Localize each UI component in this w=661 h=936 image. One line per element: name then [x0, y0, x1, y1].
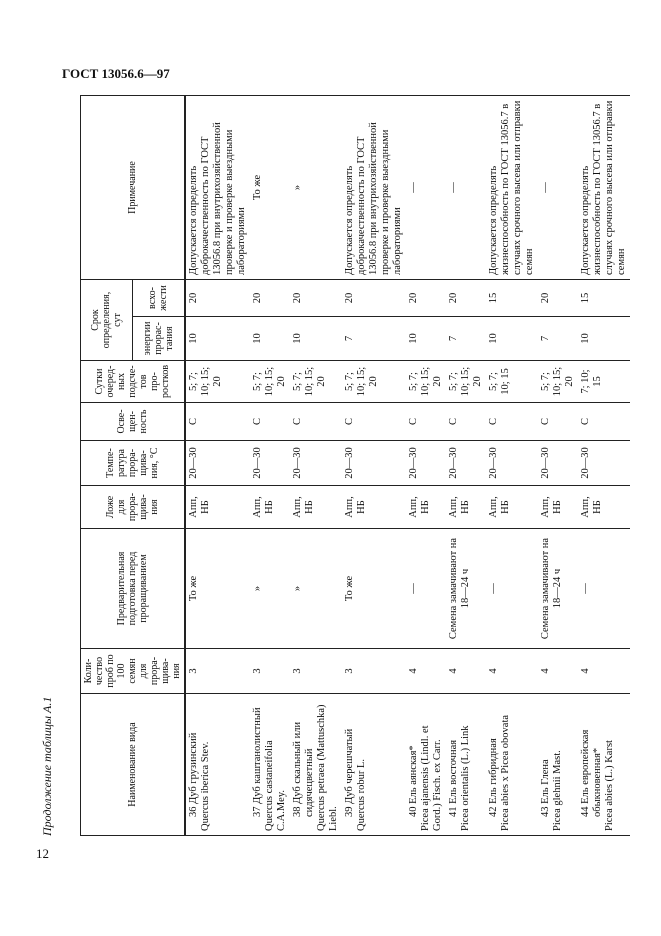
species-name-lat: Picea abies (L.) Karst	[604, 740, 615, 831]
bed-cell: Апп, НБ	[406, 486, 446, 529]
table-row	[538, 96, 578, 836]
table-continuation-caption: Продолжение таблицы А.1	[40, 696, 54, 836]
prep-cell: То же	[342, 529, 406, 649]
energy-cell: 10	[185, 317, 250, 361]
note-cell: То же	[250, 96, 290, 280]
temp-cell: 20—30	[290, 441, 342, 486]
days-cell: 5; 7; 10; 15; 20	[250, 361, 290, 403]
light-cell: С	[342, 403, 406, 441]
days-cell: 5; 7; 10; 15	[486, 361, 538, 403]
days-cell: 7; 10; 15	[578, 361, 630, 403]
germ-cell: 20	[342, 280, 406, 317]
species-name-lat: Picea ajanensis (Lindl. et Gord.) Fisch. ex Carr.	[420, 725, 443, 831]
page-number: 12	[36, 846, 49, 861]
species-name-cell	[538, 694, 578, 836]
bed-cell: Апп, НБ	[250, 486, 290, 529]
row-number: 38	[292, 806, 303, 817]
species-name-lat: Picea orientalis (L.) Link	[460, 725, 471, 831]
light-cell: С	[486, 403, 538, 441]
header-prep: Предварительная подготовка перед проращиванием	[81, 529, 186, 649]
header-qty: Коли-чество проб по 100 семян для прора-щива-ния	[81, 649, 186, 694]
prep-cell: —	[486, 529, 538, 649]
days-cell: 5; 7; 10; 15; 20	[406, 361, 446, 403]
species-name-lat: Quercus petraea (Mattuschka) Liebl.	[316, 704, 339, 831]
germ-cell: 20	[538, 280, 578, 317]
energy-cell: 10	[290, 317, 342, 361]
light-cell: С	[290, 403, 342, 441]
days-cell: 5; 7; 10; 15; 20	[342, 361, 406, 403]
species-name-cell	[250, 694, 290, 836]
row-number: 42	[488, 806, 499, 817]
energy-cell: 10	[578, 317, 630, 361]
species-name-ru: Дуб грузинский	[188, 732, 199, 804]
species-name-cell	[486, 694, 538, 836]
qty-cell: 4	[406, 649, 446, 694]
header-note: Примечание	[81, 96, 186, 280]
species-name-lat: Quercus iberica Stev.	[200, 741, 211, 831]
note-cell: Допускается определять доброкачественность по ГОСТ 13056.8 при внутрихозяйственной проверке и проверке выездными лабораториями	[342, 96, 406, 280]
bed-cell: Апп, НБ	[538, 486, 578, 529]
species-name-ru: Ель Глена	[540, 759, 551, 804]
prep-cell: Семена замачивают на 18—24 ч	[446, 529, 486, 649]
note-cell: —	[538, 96, 578, 280]
qty-cell: 3	[342, 649, 406, 694]
species-name-ru: Ель восточная	[448, 739, 459, 804]
species-name-lat: Quercus robur L.	[356, 758, 367, 831]
table-row	[185, 96, 250, 836]
row-number: 43	[540, 806, 551, 817]
header-energy: энергии прорас-тания	[132, 317, 185, 361]
temp-cell: 20—30	[446, 441, 486, 486]
energy-cell: 7	[538, 317, 578, 361]
energy-cell: 7	[446, 317, 486, 361]
prep-cell: —	[578, 529, 630, 649]
table-row	[250, 96, 290, 836]
bed-cell: Апп, НБ	[446, 486, 486, 529]
energy-cell: 10	[486, 317, 538, 361]
qty-cell: 4	[578, 649, 630, 694]
days-cell: 5; 7; 10; 15; 20	[446, 361, 486, 403]
header-days: Сутки очеред-ных подсче-тов про-ростков	[81, 361, 186, 403]
light-cell: С	[578, 403, 630, 441]
germ-cell: 15	[578, 280, 630, 317]
species-name-lat: Picea glehnii Mast.	[552, 750, 563, 831]
species-name-cell	[406, 694, 446, 836]
qty-cell: 3	[250, 649, 290, 694]
row-number: 44	[580, 806, 591, 817]
prep-cell: —	[406, 529, 446, 649]
light-cell: С	[185, 403, 250, 441]
bed-cell: Апп, НБ	[342, 486, 406, 529]
row-number: 41	[448, 806, 459, 817]
prep-cell: »	[250, 529, 290, 649]
germ-cell: 20	[406, 280, 446, 317]
days-cell: 5; 7; 10; 15; 20	[538, 361, 578, 403]
bed-cell: Апп, НБ	[486, 486, 538, 529]
species-name-ru: Дуб каштанолистный	[252, 707, 263, 804]
temp-cell: 20—30	[486, 441, 538, 486]
species-name-cell	[290, 694, 342, 836]
species-name-ru: Дуб черешчатый	[344, 728, 355, 804]
bed-cell: Апп, НБ	[578, 486, 630, 529]
germ-cell: 20	[250, 280, 290, 317]
temp-cell: 20—30	[342, 441, 406, 486]
note-cell: Допускается определять жизнеспособность по ГОСТ 13056.7 в случаях срочного высева или отправки семян	[486, 96, 538, 280]
germ-cell: 15	[486, 280, 538, 317]
temp-cell: 20—30	[185, 441, 250, 486]
bed-cell: Апп, НБ	[290, 486, 342, 529]
qty-cell: 3	[185, 649, 250, 694]
temp-cell: 20—30	[406, 441, 446, 486]
header-germ: всхо-жести	[132, 280, 185, 317]
energy-cell: 7	[342, 317, 406, 361]
days-cell: 5; 7; 10; 15; 20	[185, 361, 250, 403]
document-code: ГОСТ 13056.6—97	[62, 66, 170, 81]
species-name-cell	[446, 694, 486, 836]
header-bed: Ложе для прора-щива-ния	[81, 486, 186, 529]
species-name-ru: Ель гибридная	[488, 738, 499, 804]
note-cell: »	[290, 96, 342, 280]
note-cell: Допускается определять доброкачественность по ГОСТ 13056.8 при внутрихозяйственной проверке и проверке выездными лабораториями	[185, 96, 250, 280]
species-name-lat: Picea abies x Picea obovata	[500, 714, 511, 831]
note-cell: Допускается определять жизнеспособность по ГОСТ 13056.7 в случаях срочного высева или отправки семян	[578, 96, 630, 280]
germ-cell: 20	[446, 280, 486, 317]
temp-cell: 20—30	[578, 441, 630, 486]
note-cell: —	[406, 96, 446, 280]
energy-cell: 10	[250, 317, 290, 361]
header-light: Осве-щен-ность	[81, 403, 186, 441]
table-row	[290, 96, 342, 836]
table-row	[406, 96, 446, 836]
germ-cell: 20	[185, 280, 250, 317]
species-name-cell	[342, 694, 406, 836]
energy-cell: 10	[406, 317, 446, 361]
temp-cell: 20—30	[250, 441, 290, 486]
row-number: 37	[252, 806, 263, 817]
seed-germination-table	[80, 95, 630, 836]
species-name-cell	[185, 694, 250, 836]
species-name-lat: Quercus castaneifolia C.A.Mey.	[264, 740, 287, 831]
days-cell: 5; 7; 10; 15; 20	[290, 361, 342, 403]
qty-cell: 3	[290, 649, 342, 694]
row-number: 36	[188, 806, 199, 817]
light-cell: С	[406, 403, 446, 441]
qty-cell: 4	[446, 649, 486, 694]
header-term-group: Срок определения, сут	[81, 280, 133, 361]
qty-cell: 4	[486, 649, 538, 694]
prep-cell: Семена замачивают на 18—24 ч	[538, 529, 578, 649]
qty-cell: 4	[538, 649, 578, 694]
bed-cell: Апп, НБ	[185, 486, 250, 529]
temp-cell: 20—30	[538, 441, 578, 486]
rotated-table-wrapper	[80, 96, 627, 836]
light-cell: С	[538, 403, 578, 441]
prep-cell: »	[290, 529, 342, 649]
note-cell: —	[446, 96, 486, 280]
prep-cell: То же	[185, 529, 250, 649]
row-number: 40	[408, 806, 419, 817]
species-name-ru: Дуб скальный или сидячецветный	[292, 721, 315, 817]
table-row	[342, 96, 406, 836]
light-cell: С	[446, 403, 486, 441]
species-name-cell	[578, 694, 630, 836]
table-body	[185, 96, 630, 836]
table-row	[446, 96, 486, 836]
light-cell: С	[250, 403, 290, 441]
row-number: 39	[344, 806, 355, 817]
species-name-ru: Ель аянская*	[408, 745, 419, 804]
table-header	[81, 96, 186, 836]
header-name: Наименование вида	[81, 694, 186, 836]
table-row	[486, 96, 538, 836]
header-temp: Темпе-ратура прора-щива-ния, °С	[81, 441, 186, 486]
germ-cell: 20	[290, 280, 342, 317]
table-row	[578, 96, 630, 836]
species-name-ru: Ель европейская обыкновенная*	[580, 729, 603, 817]
